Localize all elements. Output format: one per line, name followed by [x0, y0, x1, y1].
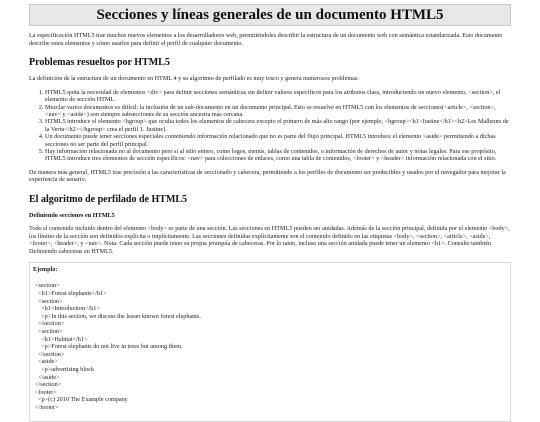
problems-closing: De manera más general, HTML5 trae precisión a las características de seccionado y cabecera, permitiendo a los perfiles de documento ser predecibles y usados por el navegador para mejorar la experiencia de usuario. — [29, 168, 506, 184]
algorithm-text: Todo el contenido incluido dentro del elemento <body> es parte de una sección. Las secciones en HTML5 pueden ser anidadas. Además de la sección principal, definida por el elemento <body>, los límites de la sección son definidos explícita o implícitamente. Las secciones definidas explícitamente son el contenido definido en las etiquetas <body>, <section>, <article>, <aside>, <footer>, <header>, y <nav>. Nota: Cada sección puede tener su propia jerarquía de cabeceras. Por lo tanto, incluso una sección anidada puede tener un elemento <h1>. Consulte también Definiendo cabeceras en HTML5. — [29, 225, 510, 255]
problems-heading: Problemas resueltos por HTML5 — [29, 57, 170, 69]
list-item: 5. Hay información relacionada no al documento pero si al sitio entero, como logos, menús, tablas de contenidos, o información de derechos de autor y notas legales. Para ese propósito, HTML5 introduce tres elementos de sección específicos: <nav> para colecciones de enlaces, como una tabla de contenidos, <footer> y <header> información relacionada con el sitio. — [45, 148, 511, 163]
page-title: Secciones y líneas generales de un documento HTML5 — [29, 4, 511, 26]
list-item: 2. Mezclar varios documentos es difícil: la inclusión de un sub-documento en un documento principal. Esto se resuelve en HTML5 con los elementos de secciones(<article>, <section>, <nav> y <aside>) son siempre subsecciones de su sección ancestra más cercana. — [45, 104, 511, 119]
list-item: 1. HTML5 quita la necesidad de elementos <div> para definir secciones semánticas sin definir valores específicos para los atributos class, introduciendo un nuevo elemento, <section>, el elemento de sección HTML. — [45, 89, 511, 104]
list-item: 4. Un documento puede tener secciones especiales conteniendo información relacionado que no es parte del flujo principal. HTML5 introduce el elemento <aside> permitiendo a dichas secciones no ser parte del perfil principal. — [45, 133, 511, 148]
example-code: <section> <h1>Forest elephants</h1> <section> <h1>Introduction</h1> <p>In this section, we discuss the lesser known forest elephants. </section> <section> <h1>Habitat</h1> <p>Forest elephants do not live in trees but among them. </section> <aside> <p>advertising block </aside> </section> <footer> <p>(c) 2010 The Example company </footer> — [35, 282, 201, 411]
sections-subheading: Definiendo secciones en HTML5 — [29, 212, 115, 220]
list-item: 3. HTML5 introduce el elemento <hgroup> que oculta todos los elementos de cabecera excepto el primero de más alto rango (por ejemplo, <hgroup><h1>Justine</h1><h2>Les Malheurs de la Vertu</h2></hgroup> crea el perfil 1. Justine). — [45, 118, 511, 133]
example-label: Ejemplo: — [33, 266, 58, 274]
algorithm-heading: El algoritmo de perfilado de HTML5 — [29, 194, 188, 206]
problems-list — [29, 89, 511, 163]
intro-paragraph: La especificación HTML5 trae muchos nuevos elementos a los desarrolladores web, permitiéndoles describir la estructura de un documento web con semántica estandarizada. Esto documento describe estos elementos y cómo usarlos para definir el perfil de cualquier documento. — [29, 32, 503, 47]
problems-lead: La definición de la estructura de un documento en HTML 4 y su algoritmo de perfilado es muy tosco y genera numerosos problemas: — [29, 75, 360, 83]
example-box — [29, 262, 511, 422]
